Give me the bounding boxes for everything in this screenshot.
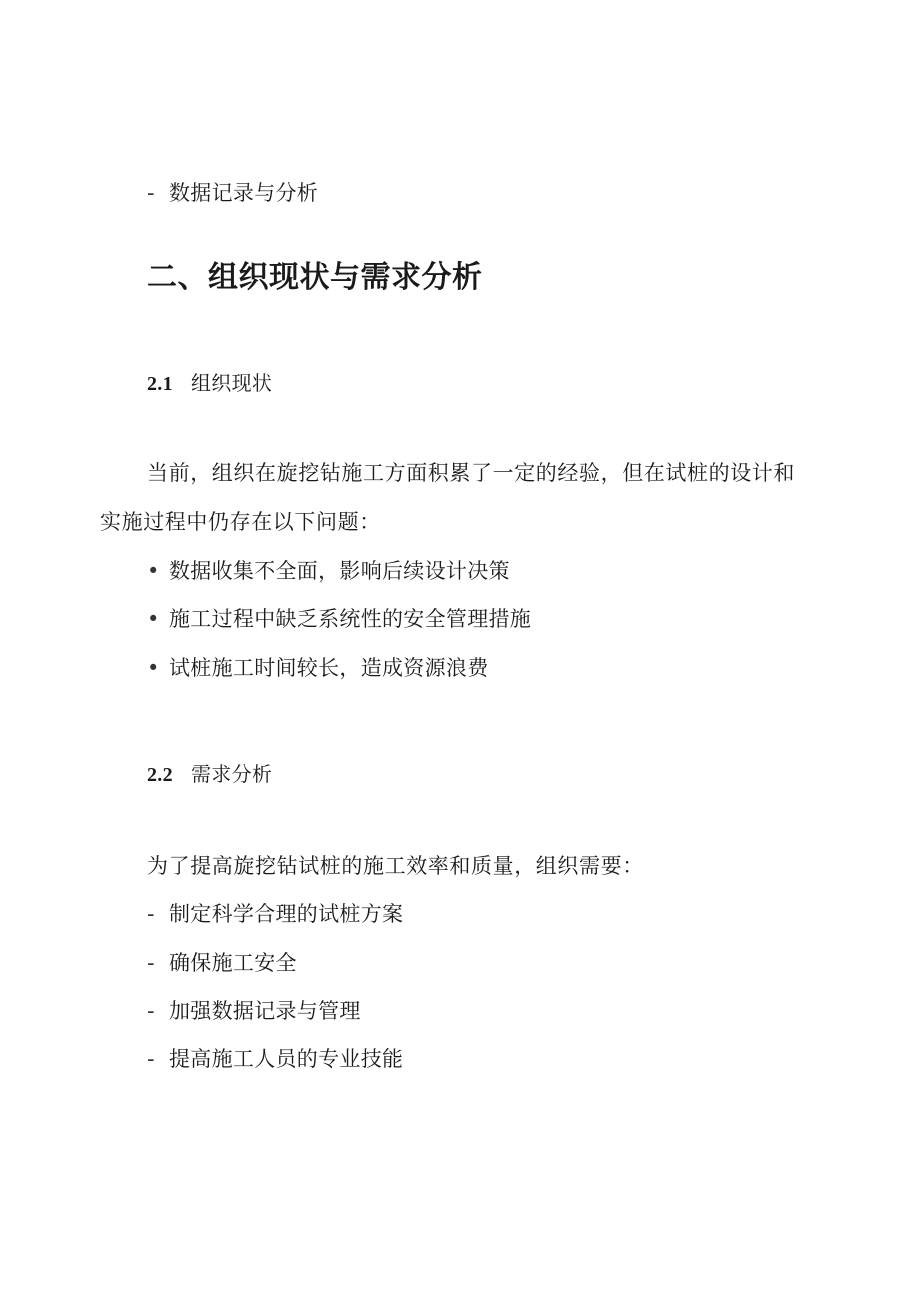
dash-marker: -	[147, 1047, 155, 1071]
dash-marker: -	[147, 902, 155, 926]
paragraph-line: 实施过程中仍存在以下问题：	[100, 510, 381, 534]
subsection-number: 2.2	[147, 764, 173, 786]
list-item	[147, 949, 297, 977]
bullet-text: 试桩施工时间较长，造成资源浪费	[169, 656, 489, 680]
bullet-text: 数据收集不全面，影响后续设计决策	[169, 559, 510, 583]
list-item	[147, 997, 361, 1025]
subsection-title: 组织现状	[191, 371, 273, 395]
list-item-text: 加强数据记录与管理	[169, 999, 361, 1023]
list-item	[147, 900, 403, 928]
list-item-text: 提高施工人员的专业技能	[169, 1047, 404, 1071]
dash-marker: -	[147, 999, 155, 1023]
paragraph-line: 为了提高旋挖钻试桩的施工效率和质量，组织需要：	[147, 854, 644, 878]
list-item-text: 数据记录与分析	[169, 181, 319, 205]
list-item-text: 制定科学合理的试桩方案	[169, 902, 404, 926]
list-item	[147, 1045, 403, 1073]
bullet-item	[147, 605, 531, 633]
list-item	[147, 179, 318, 207]
bullet-marker: •	[147, 559, 160, 583]
bullet-item	[147, 654, 489, 682]
bullet-text: 施工过程中缺乏系统性的安全管理措施	[169, 607, 532, 631]
subsection-heading-2-2	[147, 761, 272, 788]
bullet-item	[147, 557, 510, 585]
section-heading: 二、组织现状与需求分析	[147, 260, 483, 295]
list-item-text: 确保施工安全	[169, 951, 297, 975]
subsection-heading-2-1	[147, 370, 272, 397]
dash-marker: -	[147, 181, 155, 205]
bullet-marker: •	[147, 607, 160, 631]
subsection-number: 2.1	[147, 373, 173, 395]
dash-marker: -	[147, 951, 155, 975]
bullet-marker: •	[147, 656, 160, 680]
paragraph-line: 当前，组织在旋挖钻施工方面积累了一定的经验，但在试桩的设计和	[147, 461, 795, 485]
subsection-title: 需求分析	[191, 762, 273, 786]
